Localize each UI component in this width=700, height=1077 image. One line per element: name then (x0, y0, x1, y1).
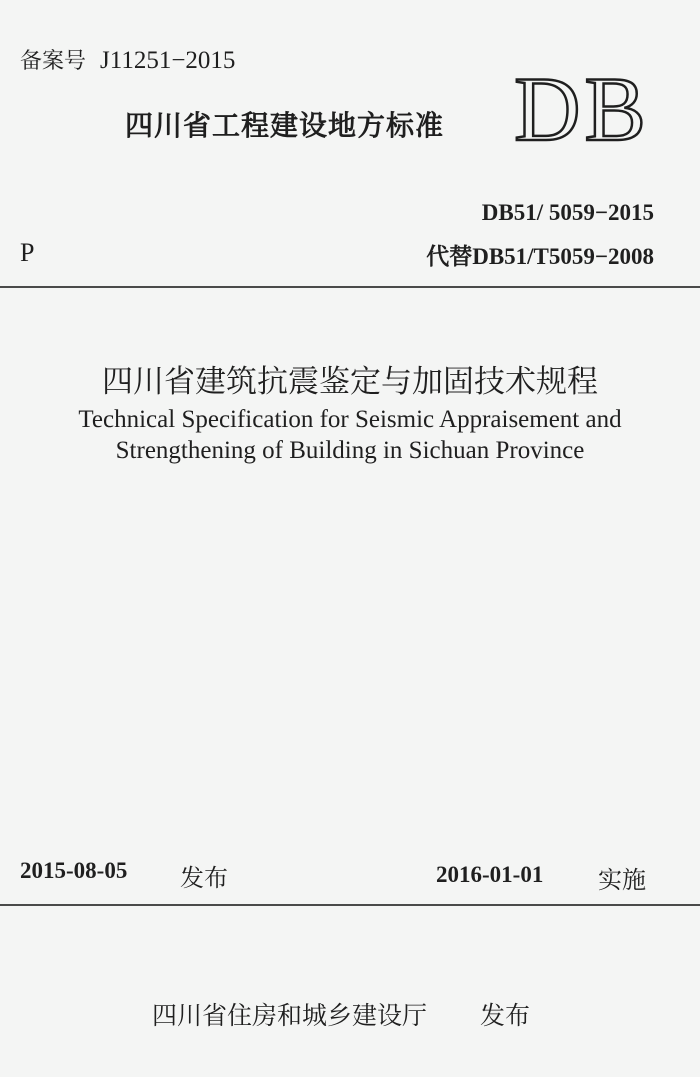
db-logo-text: DB (514, 60, 650, 150)
footer-divider (0, 904, 700, 906)
standard-authority: 四川省工程建设地方标准 (125, 109, 445, 142)
title-english-line-2: Strengthening of Building in Sichuan Province (115, 437, 585, 464)
publish-date: 2015-08-05 (20, 858, 128, 883)
replaces-standard: 代替DB51/T5059−2008 (426, 244, 654, 269)
implement-date: 2016-01-01 (436, 862, 544, 887)
title-english (0, 404, 700, 466)
title-chinese: 四川省建筑抗震鉴定与加固技术规程 (102, 364, 598, 400)
implement-label: 实施 (598, 866, 646, 894)
record-number (20, 44, 235, 75)
header-divider (0, 286, 700, 288)
publisher-label: 发布 (480, 1001, 531, 1030)
publish-label: 发布 (180, 864, 228, 892)
title-english-line-1: Technical Specification for Seismic Appraisement and (78, 406, 622, 433)
category-code: P (20, 238, 35, 267)
record-label: 备案号 (20, 49, 87, 74)
standard-number: DB51/ 5059−2015 (481, 200, 654, 225)
db-logo (502, 60, 662, 150)
publisher-name: 四川省住房和城乡建设厅 (152, 1001, 428, 1030)
record-code: J11251−2015 (100, 47, 236, 74)
